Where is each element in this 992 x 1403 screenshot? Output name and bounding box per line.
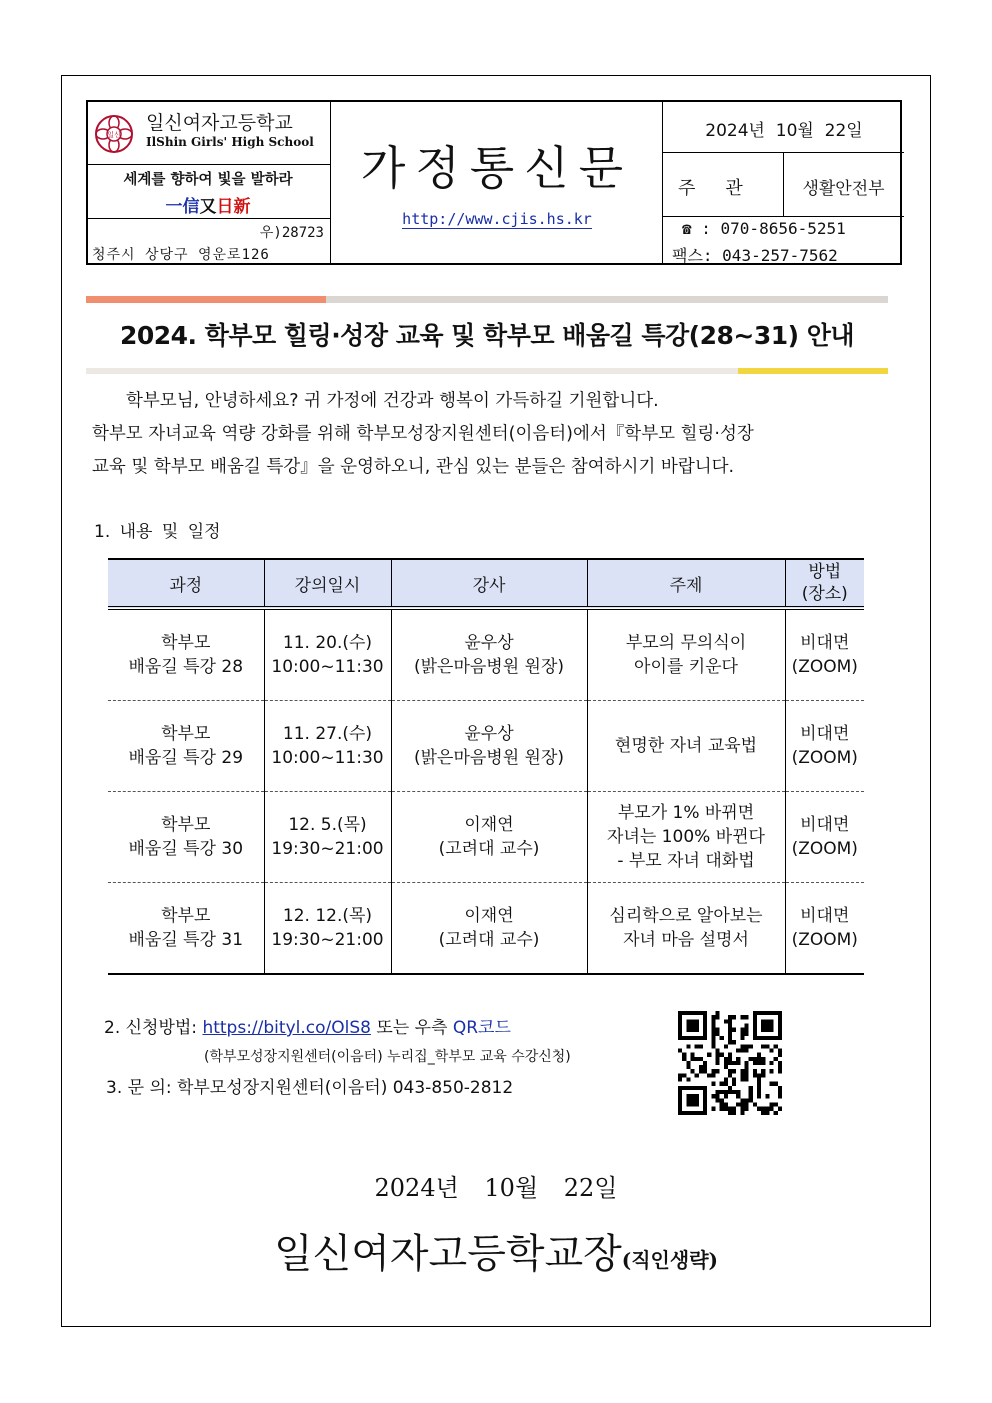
fax-number: 팩스: 043-257-7562 (672, 246, 838, 265)
column-header: 강사 (391, 559, 587, 608)
topic-cell: 부모가 1% 바뀌면 자녀는 100% 바뀐다 - 부모 자녀 대화법 (587, 792, 785, 883)
lecturer-cell: 윤우상 (밝은마음병원 원장) (391, 701, 587, 792)
method-cell: 비대면 (ZOOM) (785, 701, 864, 792)
section-heading: 1. 내용 및 일정 (94, 522, 221, 542)
table-row (108, 883, 864, 975)
school-name-korean: 일신여자고등학교 (146, 112, 293, 134)
course-cell: 학부모 배움길 특강 29 (108, 701, 264, 792)
svg-text:일신: 일신 (107, 131, 121, 139)
title-bar-bottom (86, 368, 888, 374)
school-name-english: IlShin Girls' High School (146, 135, 314, 149)
school-motto-hanja: 一信又日新 (165, 197, 251, 217)
topic-cell: 현명한 자녀 교육법 (587, 701, 785, 792)
table-header-row (108, 559, 864, 608)
method-cell: 비대면 (ZOOM) (785, 883, 864, 975)
datetime-cell: 11. 20.(수) 10:00~11:30 (264, 608, 391, 701)
intro-line: 교육 및 학부모 배움길 특강』을 운영하오니, 관심 있는 분들은 참여하시기 바랍니다. (92, 457, 735, 477)
topic-cell: 부모의 무의식이 아이를 키운다 (587, 608, 785, 701)
lecturer-cell: 이재연 (고려대 교수) (391, 883, 587, 975)
datetime-cell: 12. 12.(목) 19:30~21:00 (264, 883, 391, 975)
letterhead (86, 100, 902, 265)
closing-date: 2024년 10월 22일 (374, 1174, 618, 1202)
table-row (108, 792, 864, 883)
column-header: 주제 (587, 559, 785, 608)
application-method: 2. 신청방법: https://bityl.co/OlS8 또는 우측 QR코드 (104, 1018, 511, 1038)
table-row (108, 608, 864, 701)
school-logo-icon (94, 114, 134, 154)
divider (88, 218, 330, 219)
principal-signature: 일신여자고등학교장(직인생략) (274, 1231, 718, 1277)
table-row (108, 701, 864, 792)
qr-code-icon[interactable] (678, 1011, 782, 1115)
lecturer-cell: 윤우상 (밝은마음병원 원장) (391, 608, 587, 701)
document-title: 2024. 학부모 힐링·성장 교육 및 학부모 배움길 특강(28~31) 안내 (119, 321, 855, 350)
column-header: 강의일시 (264, 559, 391, 608)
divider (662, 102, 663, 263)
divider (88, 164, 330, 165)
schedule-table (108, 558, 864, 975)
datetime-cell: 11. 27.(수) 10:00~11:30 (264, 701, 391, 792)
topic-cell: 심리학으로 알아보는 자녀 마음 설명서 (587, 883, 785, 975)
column-header: 방법 (장소) (785, 559, 864, 608)
method-cell: 비대면 (ZOOM) (785, 608, 864, 701)
school-address: 청주시 상당구 영운로126 (92, 247, 270, 263)
school-motto: 세계를 향하여 빛을 발하라 (123, 172, 293, 188)
title-bar-top (86, 296, 888, 303)
course-cell: 학부모 배움길 특강 30 (108, 792, 264, 883)
course-cell: 학부모 배움길 특강 28 (108, 608, 264, 701)
divider (783, 152, 784, 216)
host-label: 주관 (678, 178, 773, 199)
intro-paragraph (92, 385, 892, 484)
course-cell: 학부모 배움길 특강 31 (108, 883, 264, 975)
intro-line: 학부모 자녀교육 역량 강화를 위해 학부모성장지원센터(이음터)에서『학부모 힐링·성장 (92, 424, 754, 444)
divider (330, 102, 331, 263)
column-header: 과정 (108, 559, 264, 608)
phone-number: ☎ : 070-8656-5251 (682, 219, 846, 238)
host-department: 생활안전부 (802, 179, 885, 199)
intro-line: 학부모님, 안녕하세요? 귀 가정에 건강과 행복이 가득하길 기원합니다. (126, 391, 659, 411)
inquiry-contact: 3. 문 의: 학부모성장지원센터(이음터) 043-850-2812 (106, 1078, 514, 1098)
method-cell: 비대면 (ZOOM) (785, 792, 864, 883)
lecturer-cell: 이재연 (고려대 교수) (391, 792, 587, 883)
newsletter-title: 가정통신문 (360, 141, 634, 195)
application-note: (학부모성장지원센터(이음터) 누리집_학부모 교육 수강신청) (204, 1049, 571, 1065)
school-url[interactable]: http://www.cjis.hs.kr (402, 210, 592, 228)
divider (662, 216, 904, 217)
datetime-cell: 12. 5.(목) 19:30~21:00 (264, 792, 391, 883)
postal-code: 우)28723 (259, 225, 324, 241)
issue-date: 2024년 10월 22일 (705, 121, 863, 141)
application-link[interactable]: https://bityl.co/OlS8 (202, 1018, 371, 1038)
